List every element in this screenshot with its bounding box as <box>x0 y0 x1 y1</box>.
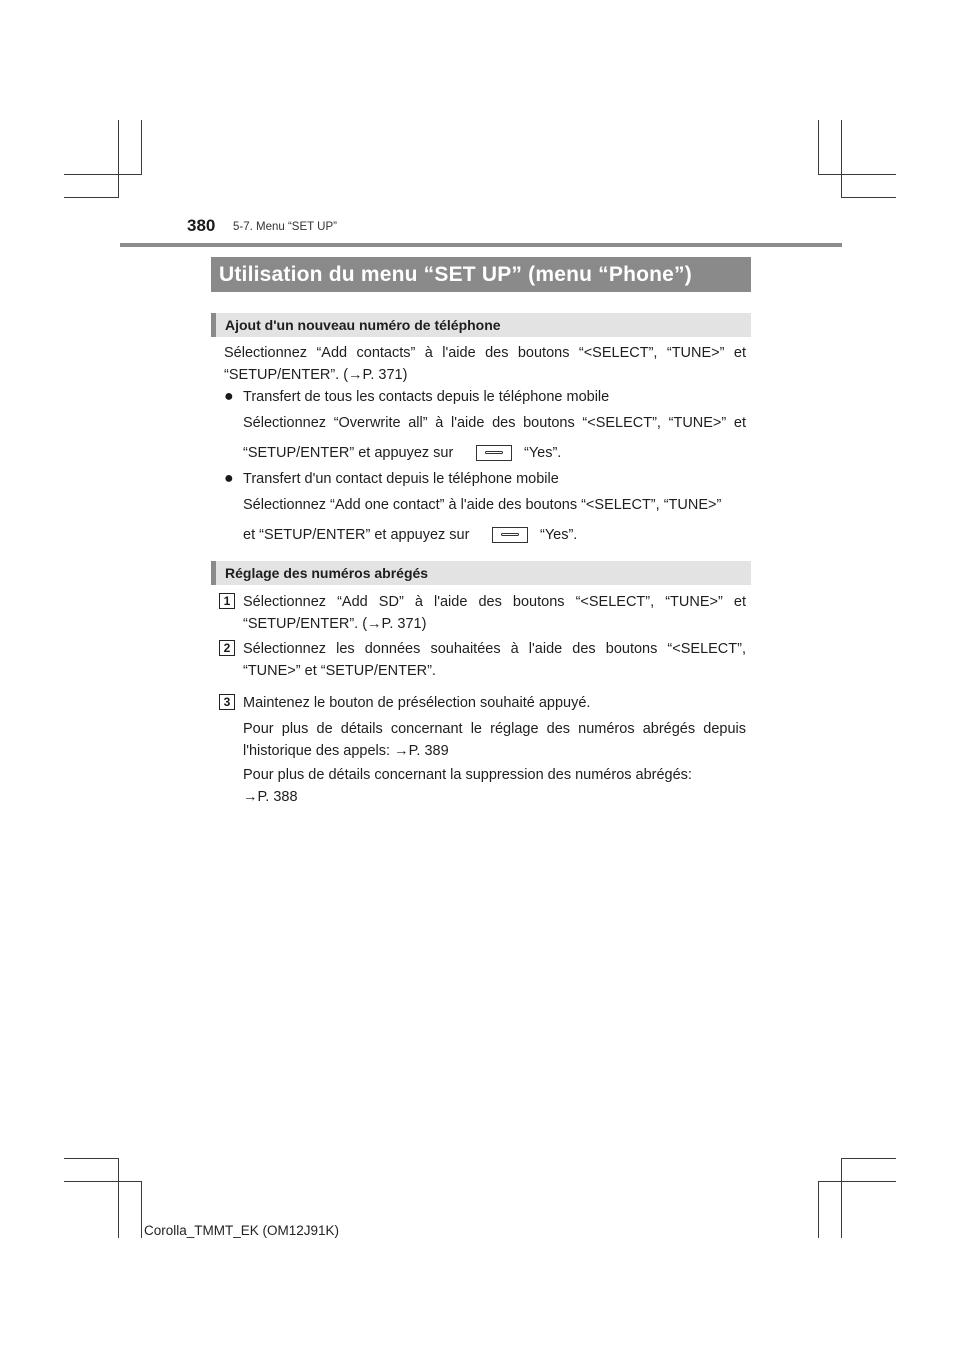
step-text: Sélectionnez les données souhaitées à l'aide des boutons “<SELECT”, <box>243 641 746 657</box>
bullet-text: et “SETUP/ENTER” et appuyez sur <box>243 527 470 543</box>
step-text: “TUNE>” et “SETUP/ENTER”. <box>243 663 436 679</box>
section-heading-add-number: Ajout d'un nouveau numéro de téléphone <box>211 313 751 337</box>
bullet-title: Transfert de tous les contacts depuis le téléphone mobile <box>243 389 610 405</box>
section-label: 5-7. Menu “SET UP” <box>233 221 337 233</box>
setup-button-icon <box>476 445 512 461</box>
step-number-box: 1 <box>219 593 235 609</box>
page-title: Utilisation du menu “SET UP” (menu “Phone”) <box>211 257 751 292</box>
bullet-title: Transfert d'un contact depuis le téléphone mobile <box>243 471 559 487</box>
crop-mark <box>64 174 142 175</box>
crop-mark <box>118 120 119 198</box>
crop-mark <box>818 1181 819 1238</box>
bullet-text: “Yes”. <box>524 445 562 461</box>
section-heading-speed-dial: Réglage des numéros abrégés <box>211 561 751 585</box>
crop-mark <box>818 174 896 175</box>
bullet-icon: ● <box>224 470 234 487</box>
step-number-box: 3 <box>219 694 235 710</box>
crop-mark <box>818 120 819 175</box>
step-text: Sélectionnez “Add SD” à l'aide des boutons “<SELECT”, “TUNE>” et <box>243 594 746 610</box>
crop-mark <box>141 120 142 175</box>
bullet-text: Sélectionnez “Overwrite all” à l'aide des boutons “<SELECT”, “TUNE>” et <box>243 415 746 431</box>
step-text: “SETUP/ENTER”. (→P. 371) <box>243 616 427 632</box>
crop-mark <box>818 1181 896 1182</box>
crop-mark <box>141 1181 142 1238</box>
crop-mark <box>118 1158 119 1238</box>
crop-mark <box>841 120 842 198</box>
bullet-text: “Yes”. <box>540 527 578 543</box>
crop-mark <box>841 1158 896 1159</box>
crop-mark <box>841 197 896 198</box>
bullet-text: “SETUP/ENTER” et appuyez sur <box>243 445 454 461</box>
intro-line: “SETUP/ENTER”. (→P. 371) <box>224 367 408 383</box>
crop-mark <box>64 1181 142 1182</box>
setup-button-icon <box>492 527 528 543</box>
step-note: →P. 388 <box>243 789 298 805</box>
step-text: Maintenez le bouton de présélection souhaité appuyé. <box>243 695 591 711</box>
document-id: Corolla_TMMT_EK (OM12J91K) <box>144 1223 340 1238</box>
step-note: l'historique des appels: →P. 389 <box>243 743 449 759</box>
crop-mark <box>64 197 119 198</box>
step-note: Pour plus de détails concernant la suppression des numéros abrégés: <box>243 767 692 783</box>
intro-line: Sélectionnez “Add contacts” à l'aide des boutons “<SELECT”, “TUNE>” et <box>224 345 746 361</box>
step-note: Pour plus de détails concernant le réglage des numéros abrégés depuis <box>243 721 746 737</box>
bullet-icon: ● <box>224 388 234 405</box>
page-number: 380 <box>187 216 216 235</box>
bullet-text: Sélectionnez “Add one contact” à l'aide des boutons “<SELECT”, “TUNE>” <box>243 497 722 513</box>
crop-mark <box>841 1158 842 1238</box>
crop-mark <box>64 1158 119 1159</box>
header-divider <box>120 243 842 247</box>
step-number-box: 2 <box>219 640 235 656</box>
